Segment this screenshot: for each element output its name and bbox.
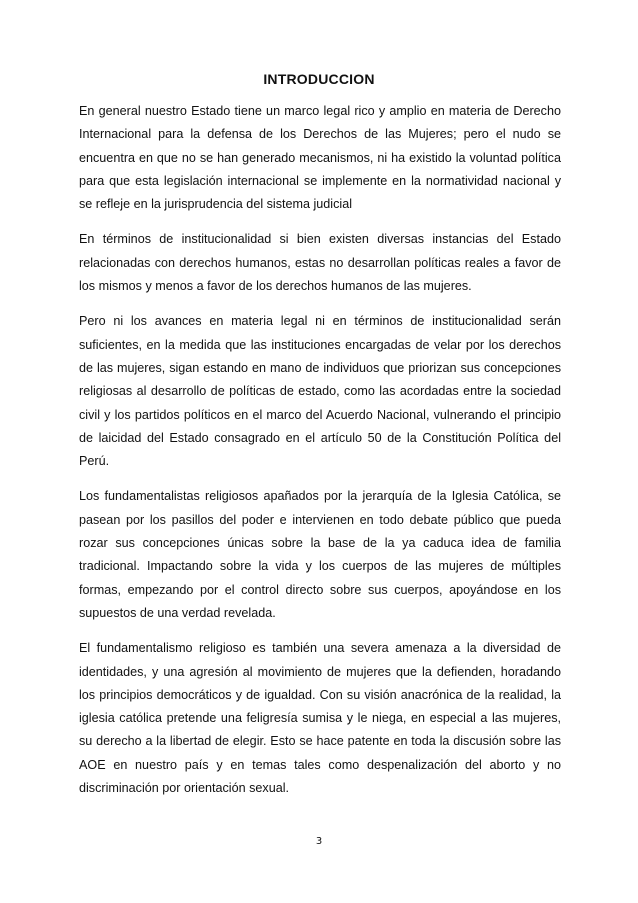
paragraph-2: En términos de institucionalidad si bien existen diversas instancias del Estado relacionadas con derechos humanos, estas no desarrollan políticas reales a favor de los mismos y menos a favor de los derechos humanos de las mujeres.	[79, 232, 561, 294]
paragraph-1: En general nuestro Estado tiene un marco legal rico y amplio en materia de Derecho Internacional para la defensa de los Derechos de las Mujeres; pero el nudo se encuentra en que no se han generado mecanismos, ni ha existido la voluntad política para que esta legislación internacional se implemente en la normatividad nacional y se refleje en la jurisprudencia del sistema judicial	[79, 104, 561, 212]
page-title: INTRODUCCION	[263, 71, 375, 87]
body-text	[79, 100, 561, 812]
paragraph-4: Los fundamentalistas religiosos apañados por la jerarquía de la Iglesia Católica, se pasean por los pasillos del poder e intervienen en todo debate público que pueda rozar sus concepciones únicas sobre la base de la ya caduca idea de familia tradicional. Impactando sobre la vida y los cuerpos de las mujeres de múltiples formas, empezando por el control directo sobre sus cuerpos, apoyándose en los supuestos de una verdad revelada.	[79, 489, 561, 620]
paragraph-5: El fundamentalismo religioso es también una severa amenaza a la diversidad de identidades, y una agresión al movimiento de mujeres que la defienden, horadando los principios democráticos y de igualdad. Con su visión anacrónica de la realidad, la iglesia católica pretende una feligresía sumisa y le niega, en especial a las mujeres, su derecho a la libertad de elegir. Esto se hace patente en toda la discusión sobre las AOE en nuestro país y en temas tales como despenalización del aborto y no discriminación por orientación sexual.	[79, 641, 561, 796]
paragraph-3: Pero ni los avances en materia legal ni en términos de institucionalidad serán suficientes, en la medida que las instituciones encargadas de velar por los derechos de las mujeres, sigan estando en mano de individuos que priorizan sus concepciones religiosas al desarrollo de políticas de estado, como las acordadas entre la sociedad civil y los partidos políticos en el marco del Acuerdo Nacional, vulnerando el principio de laicidad del Estado consagrado en el artículo 50 de la Constitución Política del Perú.	[79, 314, 561, 469]
page-number: 3	[315, 836, 323, 847]
